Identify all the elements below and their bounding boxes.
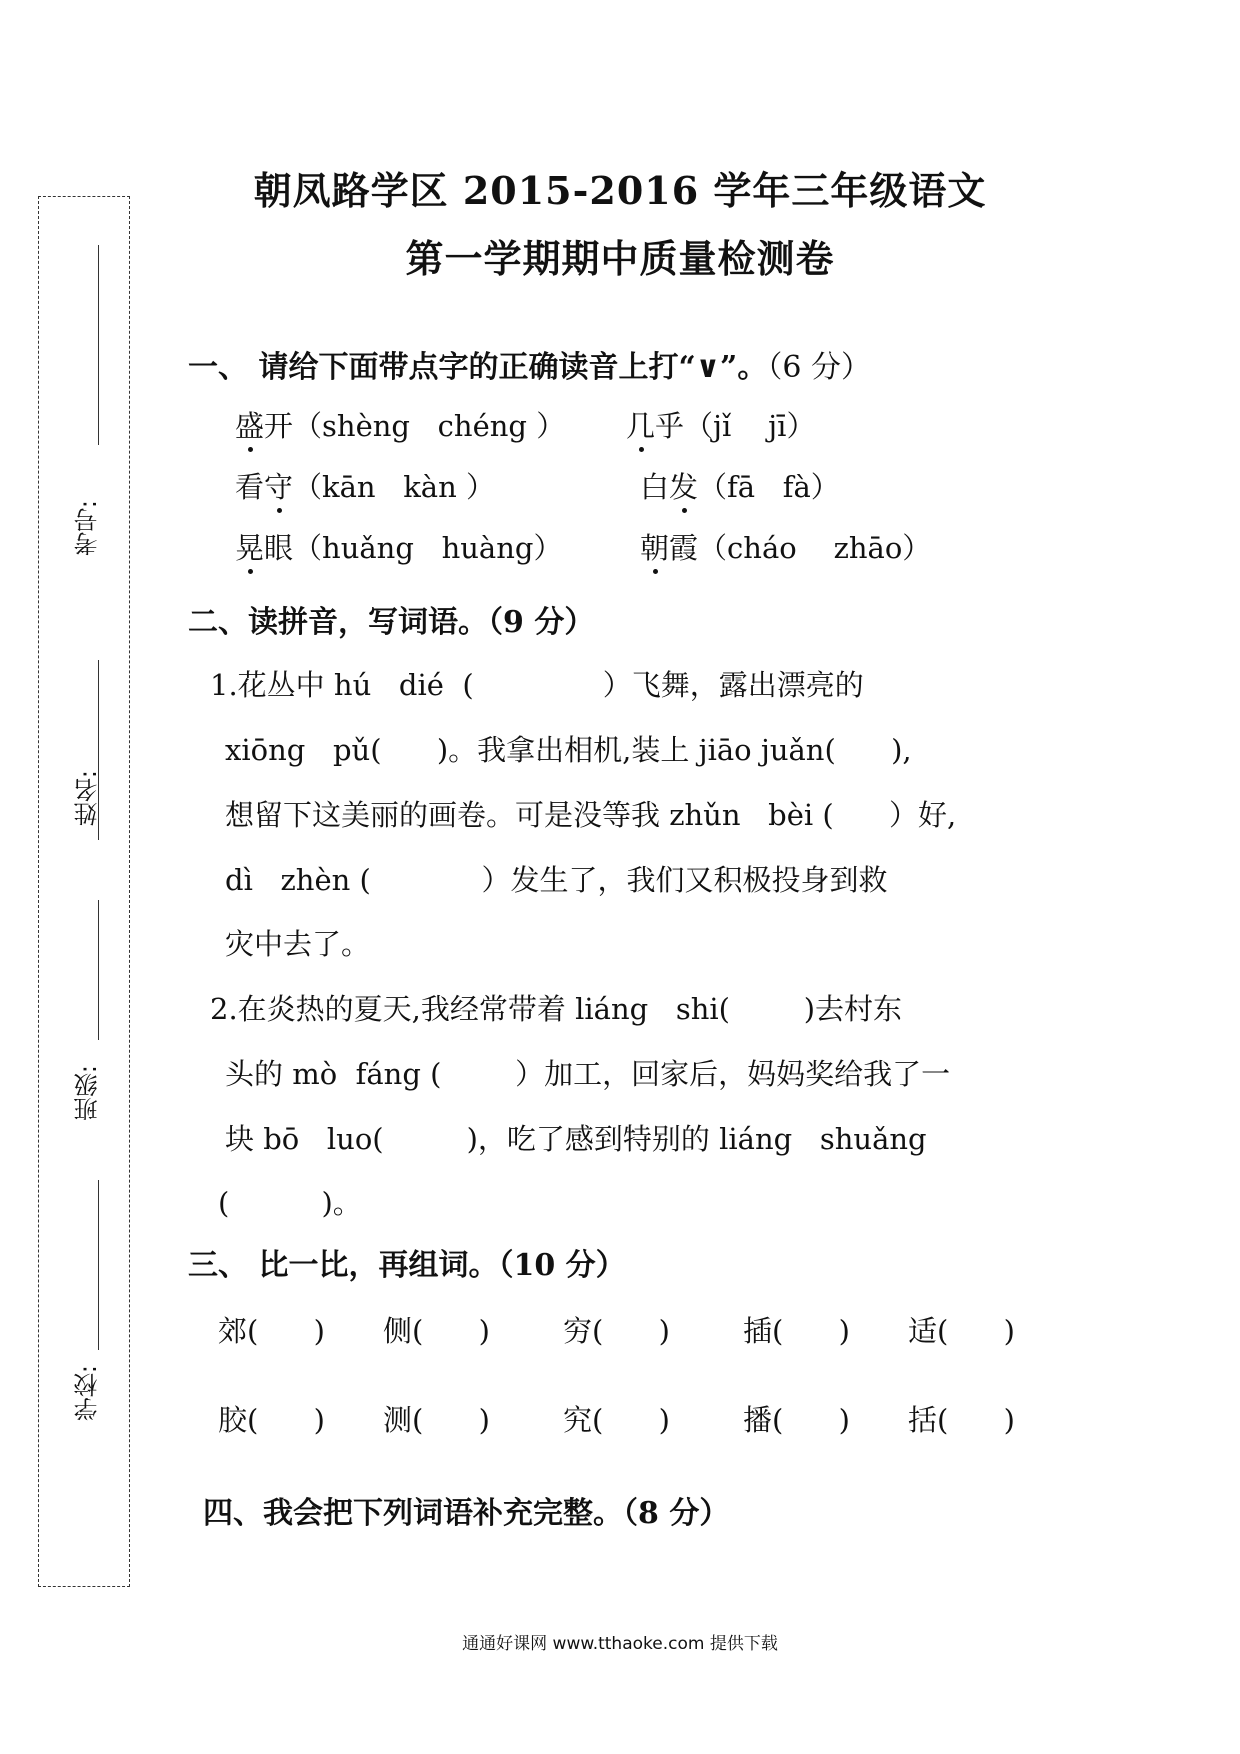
char: 霞 xyxy=(669,531,699,565)
footer-credit: 通通好课网 www.tthaoke.com 提供下载 xyxy=(462,1634,778,1654)
s3-cell: 插( ) xyxy=(743,1314,850,1348)
s3-cell: 胶( ) xyxy=(218,1403,325,1437)
pinyin-choices: （fā fà） xyxy=(698,470,840,504)
char: 看 xyxy=(235,470,265,504)
section-2-heading: 二、读拼音，写词语。（9 分） xyxy=(188,605,595,640)
section-3-heading: 三、 比一比，再组词。（10 分） xyxy=(188,1248,626,1283)
s1-item-2 xyxy=(626,404,815,445)
s1-item-6 xyxy=(640,526,931,567)
title-line-1: 朝凤路学区 2015-2016 学年三年级语文 xyxy=(253,168,987,213)
s2-line-7: 头的 mò fáng ( ）加工，回家后，妈妈奖给我了一 xyxy=(225,1057,951,1091)
pinyin-choices: （shèng chéng ） xyxy=(293,409,566,443)
s2-line-6: 2.在炎热的夏天,我经常带着 liáng shi( )去村东 xyxy=(210,992,903,1026)
s3-cell: 括( ) xyxy=(908,1403,1015,1437)
s2-line-5: 灾中去了。 xyxy=(225,927,371,961)
dotted-char: 盛 xyxy=(235,409,265,443)
char: 开 xyxy=(264,409,294,443)
exam-no-label: 考号: xyxy=(74,500,102,557)
section-1-score: （6 分） xyxy=(767,350,871,385)
pinyin-choices: （kān kàn ） xyxy=(293,470,495,504)
char: 白 xyxy=(640,470,670,504)
s3-cell: 郊( ) xyxy=(218,1314,325,1348)
dotted-char: 守 xyxy=(264,470,294,504)
section-1-title: 一、 请给下面带点字的正确读音上打“∨”。 xyxy=(188,350,768,385)
s3-cell: 究( ) xyxy=(563,1403,670,1437)
name-label: 姓名: xyxy=(74,770,102,827)
s1-item-5 xyxy=(235,526,562,567)
s2-line-8: 块 bō luo( )，吃了感到特别的 liáng shuǎng xyxy=(225,1122,927,1156)
title-line-2: 第一学期期中质量检测卷 xyxy=(405,236,835,281)
s2-line-4: dì zhèn ( ）发生了，我们又积极投身到救 xyxy=(225,863,888,897)
s2-line-1: 1.花丛中 hú dié ( ）飞舞，露出漂亮的 xyxy=(210,668,864,702)
s3-cell: 适( ) xyxy=(908,1314,1015,1348)
dotted-char: 朝 xyxy=(640,531,670,565)
class-line xyxy=(98,900,99,1040)
s3-cell: 测( ) xyxy=(383,1403,490,1437)
s3-cell: 播( ) xyxy=(743,1403,850,1437)
char: 乎 xyxy=(655,409,685,443)
pinyin-choices: （huǎng huàng） xyxy=(293,531,563,565)
section-1-heading xyxy=(188,342,871,386)
char: 眼 xyxy=(264,531,294,565)
s1-item-4 xyxy=(640,465,840,506)
school-label: 学校: xyxy=(74,1365,102,1422)
dotted-char: 几 xyxy=(626,409,656,443)
s3-cell: 穷( ) xyxy=(563,1314,670,1348)
s2-line-3: 想留下这美丽的画卷。可是没等我 zhǔn bèi ( ）好, xyxy=(225,798,957,832)
s1-item-1 xyxy=(235,404,565,445)
s2-line-9: ( )。 xyxy=(218,1186,362,1220)
pinyin-choices: （cháo zhāo） xyxy=(698,531,932,565)
school-line xyxy=(98,1180,99,1350)
class-label: 班级: xyxy=(74,1065,102,1122)
pinyin-choices: （jǐ jī） xyxy=(684,409,816,443)
s2-line-2: xiōng pǔ( )。我拿出相机,装上 jiāo juǎn( ), xyxy=(225,733,912,767)
dotted-char: 晃 xyxy=(235,531,265,565)
section-4-heading: 四、我会把下列词语补充完整。（8 分） xyxy=(203,1496,730,1531)
s3-cell: 侧( ) xyxy=(383,1314,490,1348)
dotted-char: 发 xyxy=(669,470,699,504)
s1-item-3 xyxy=(235,465,495,506)
